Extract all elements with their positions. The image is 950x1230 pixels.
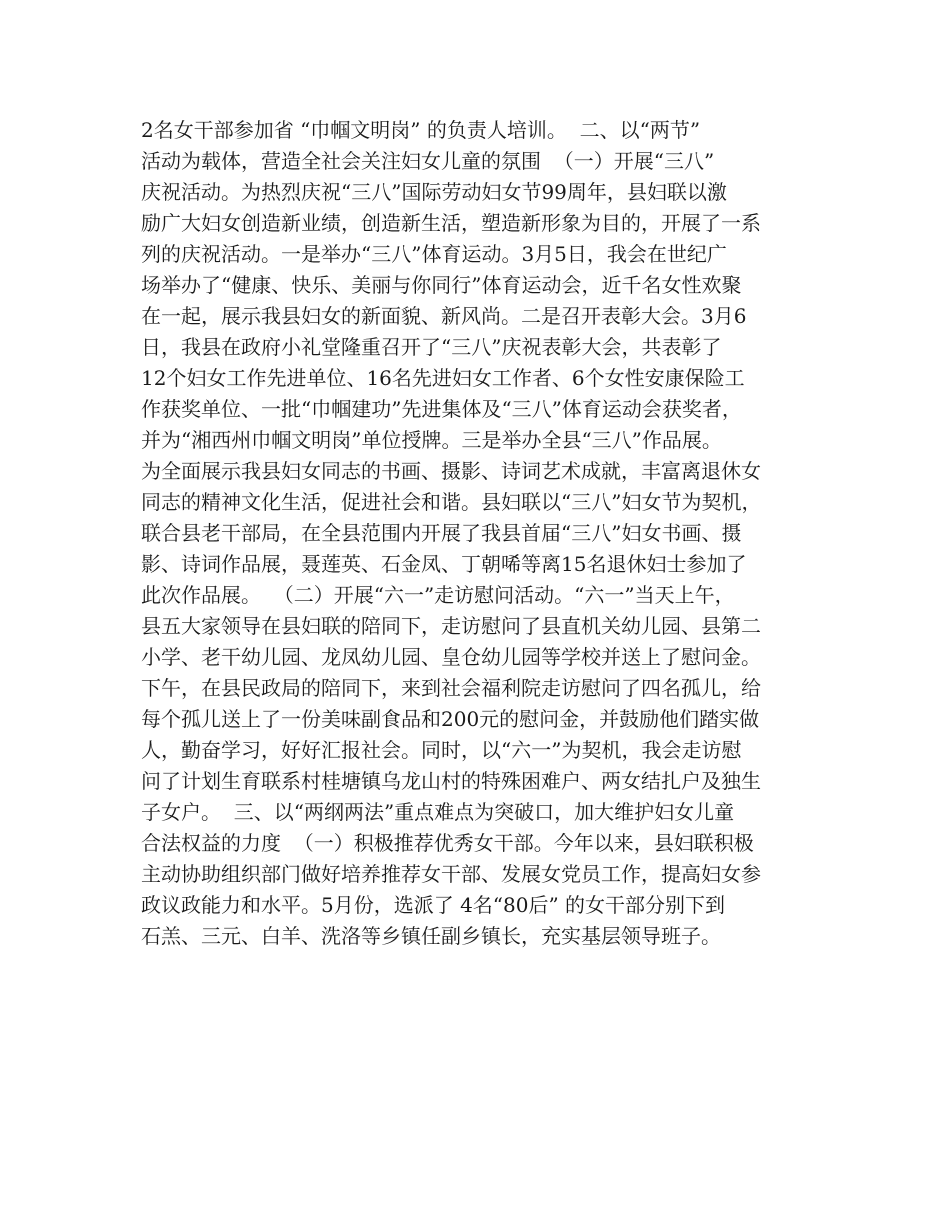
text-line: 励广大妇女创造新业绩，创造新生活，塑造新形象为目的，开展了一系 — [141, 211, 761, 235]
text-line: 石羔、三元、白羊、洗洛等乡镇任副乡镇长，充实基层领导班子。 — [141, 924, 721, 948]
text-line: 2名女干部参加省 “巾帼文明岗” 的负责人培训。 二、以“两节” — [141, 118, 701, 142]
text-line: 合法权益的力度 （一）积极推荐优秀女干部。今年以来，县妇联积极 — [141, 831, 754, 855]
text-line: 在一起，展示我县妇女的新面貌、新风尚。二是召开表彰大会。3月6 — [141, 304, 747, 328]
text-line: 人，勤奋学习，好好汇报社会。同时，以“六一”为契机，我会走访慰 — [141, 738, 742, 762]
text-line: 每个孤儿送上了一份美味副食品和200元的慰问金，并鼓励他们踏实做 — [141, 707, 760, 731]
text-line: 子女户。 三、以“两纲两法”重点难点为突破口，加大维护妇女儿童 — [141, 800, 735, 824]
text-line: 列的庆祝活动。一是举办“三八”体育运动。3月5日，我会在世纪广 — [141, 242, 727, 266]
text-line: 政议政能力和水平。5月份，选派了 4名“80后” 的女干部分别下到 — [141, 893, 726, 917]
text-line: 下午，在县民政局的陪同下，来到社会福利院走访慰问了四名孤儿，给 — [141, 676, 761, 700]
text-line: 日，我县在政府小礼堂隆重召开了“三八”庆祝表彰大会，共表彰了 — [141, 335, 722, 359]
text-line: 作获奖单位、一批“巾帼建功”先进集体及“三八”体育运动会获奖者， — [141, 397, 742, 421]
text-line: 影、诗词作品展，聂莲英、石金凤、丁朝唏等离15名退休妇士参加了 — [141, 552, 747, 576]
text-line: 庆祝活动。为热烈庆祝“三八”国际劳动妇女节99周年，县妇联以激 — [141, 180, 727, 204]
text-line: 小学、老干幼儿园、龙凤幼儿园、皇仓幼儿园等学校并送上了慰问金。 — [141, 645, 761, 669]
text-line: 12个妇女工作先进单位、16名先进妇女工作者、6个女性安康保险工 — [141, 366, 745, 390]
text-line: 并为“湘西州巾帼文明岗”单位授牌。三是举办全县“三八”作品展。 — [141, 428, 722, 452]
text-line: 活动为载体，营造全社会关注妇女儿童的氛围 （一）开展“三八” — [141, 149, 715, 173]
text-line: 此次作品展。 （二）开展“六一”走访慰问活动。“六一”当天上午， — [141, 583, 735, 607]
text-line: 联合县老干部局，在全县范围内开展了我县首届“三八”妇女书画、摄 — [141, 521, 742, 545]
text-line: 主动协助组织部门做好培养推荐女干部、发展女党员工作，提高妇女参 — [141, 862, 761, 886]
text-line: 场举办了“健康、快乐、美丽与你同行”体育运动会，近千名女性欢聚 — [141, 273, 742, 297]
body-text — [141, 115, 841, 952]
text-line: 问了计划生育联系村桂塘镇乌龙山村的特殊困难户、两女结扎户及独生 — [141, 769, 761, 793]
text-line: 同志的精神文化生活，促进社会和谐。县妇联以“三八”妇女节为契机， — [141, 490, 762, 514]
text-line: 县五大家领导在县妇联的陪同下，走访慰问了县直机关幼儿园、县第二 — [141, 614, 761, 638]
text-line: 为全面展示我县妇女同志的书画、摄影、诗词艺术成就，丰富离退休女 — [141, 459, 761, 483]
